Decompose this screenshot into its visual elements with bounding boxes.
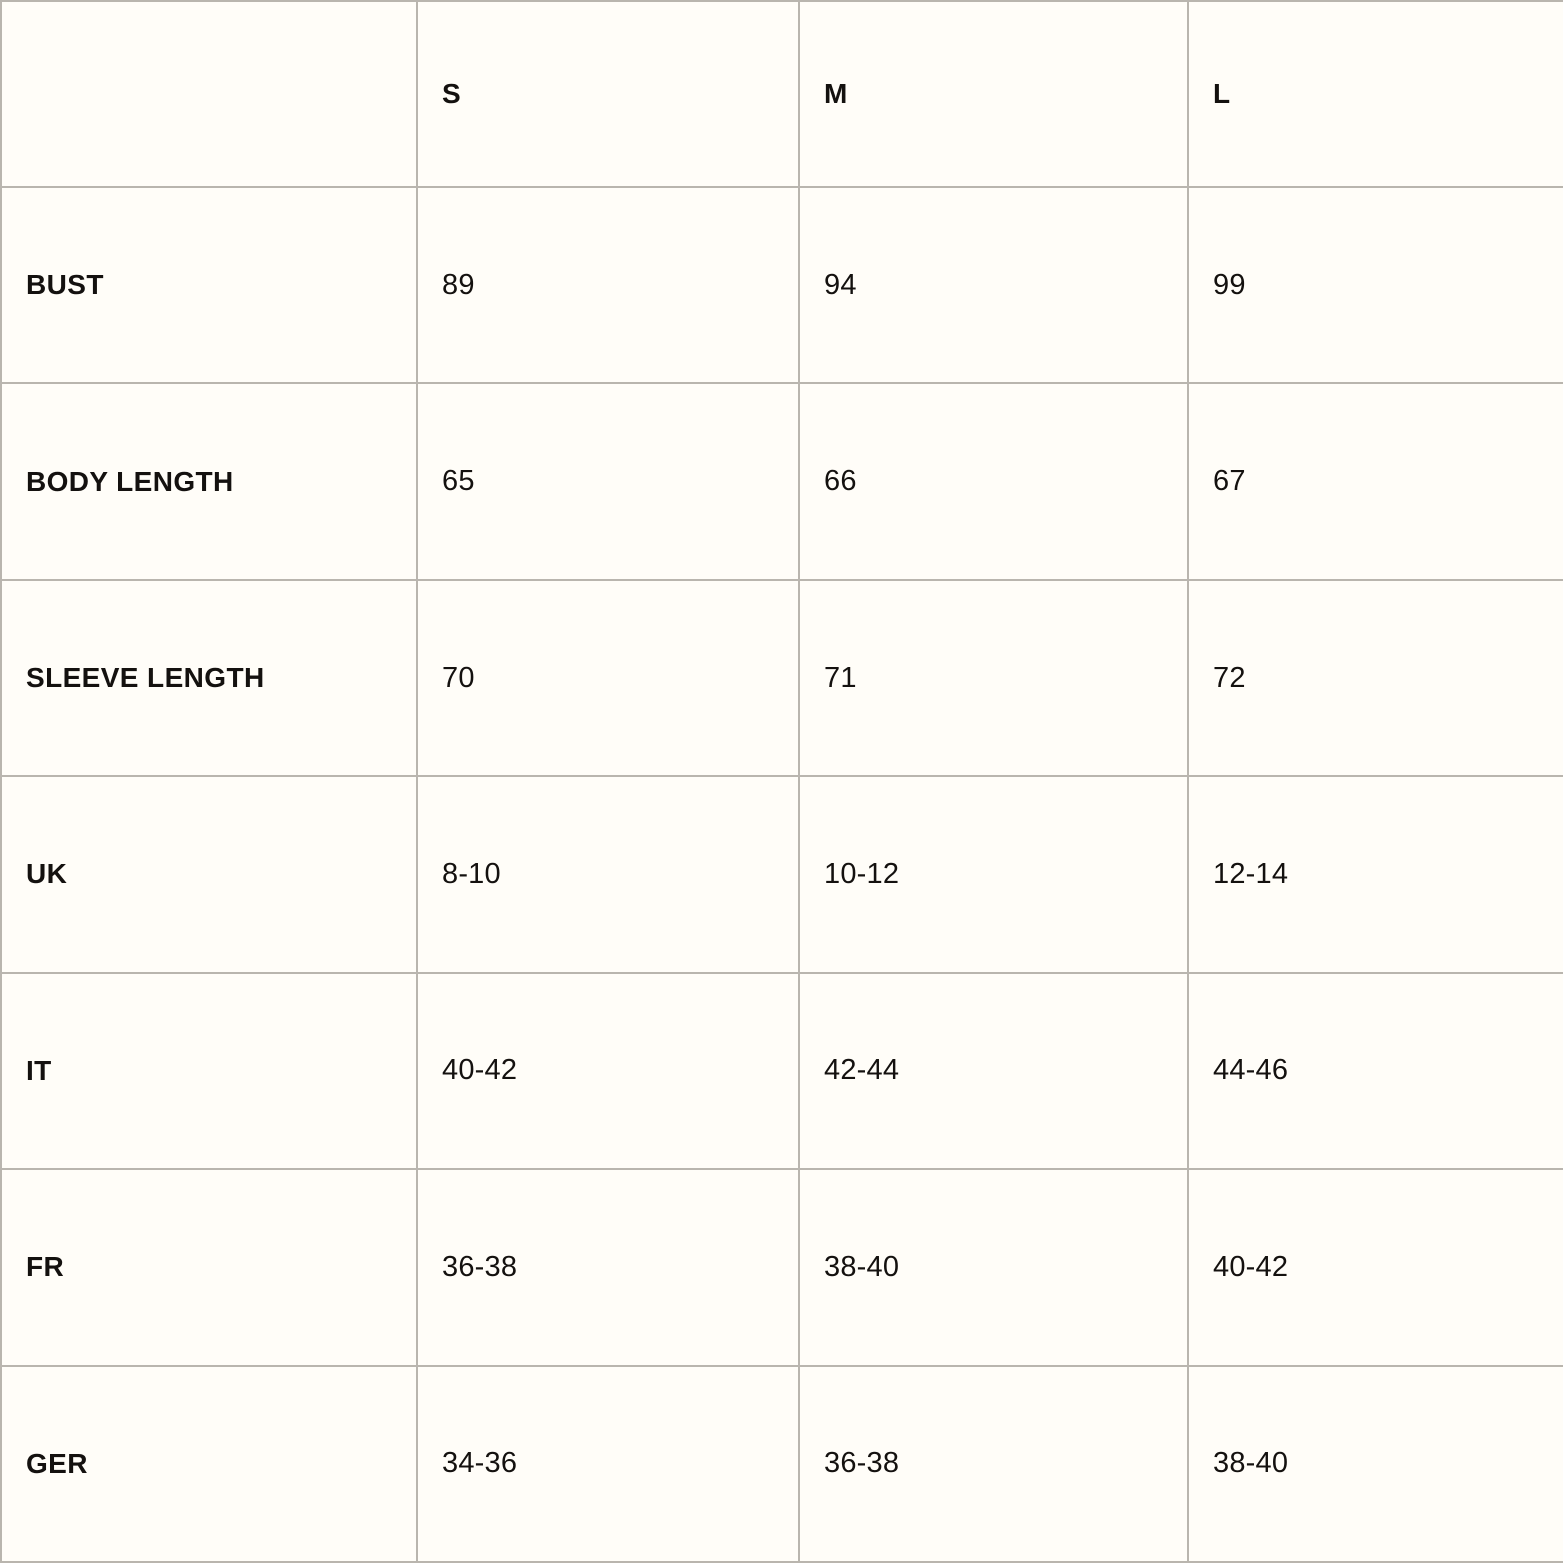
table-header-row bbox=[1, 1, 1563, 187]
cell-uk-m: 10-12 bbox=[799, 776, 1188, 972]
table-row bbox=[1, 580, 1563, 776]
row-header-uk: UK bbox=[1, 776, 417, 972]
cell-ger-l: 38-40 bbox=[1188, 1366, 1563, 1562]
table-row bbox=[1, 187, 1563, 383]
table-corner-cell bbox=[1, 1, 417, 187]
row-header-it: IT bbox=[1, 973, 417, 1169]
table-row bbox=[1, 973, 1563, 1169]
cell-uk-l: 12-14 bbox=[1188, 776, 1563, 972]
cell-ger-m: 36-38 bbox=[799, 1366, 1188, 1562]
cell-fr-m: 38-40 bbox=[799, 1169, 1188, 1365]
cell-it-m: 42-44 bbox=[799, 973, 1188, 1169]
cell-body-length-s: 65 bbox=[417, 383, 799, 579]
table-row bbox=[1, 1366, 1563, 1562]
row-header-fr: FR bbox=[1, 1169, 417, 1365]
column-header-s: S bbox=[417, 1, 799, 187]
table-row bbox=[1, 1169, 1563, 1365]
row-header-bust: BUST bbox=[1, 187, 417, 383]
cell-fr-l: 40-42 bbox=[1188, 1169, 1563, 1365]
column-header-l: L bbox=[1188, 1, 1563, 187]
cell-bust-s: 89 bbox=[417, 187, 799, 383]
cell-fr-s: 36-38 bbox=[417, 1169, 799, 1365]
cell-body-length-m: 66 bbox=[799, 383, 1188, 579]
cell-bust-m: 94 bbox=[799, 187, 1188, 383]
cell-sleeve-length-s: 70 bbox=[417, 580, 799, 776]
cell-it-s: 40-42 bbox=[417, 973, 799, 1169]
row-header-ger: GER bbox=[1, 1366, 417, 1562]
cell-ger-s: 34-36 bbox=[417, 1366, 799, 1562]
cell-body-length-l: 67 bbox=[1188, 383, 1563, 579]
cell-bust-l: 99 bbox=[1188, 187, 1563, 383]
row-header-sleeve-length: SLEEVE LENGTH bbox=[1, 580, 417, 776]
cell-sleeve-length-l: 72 bbox=[1188, 580, 1563, 776]
table-row bbox=[1, 776, 1563, 972]
cell-uk-s: 8-10 bbox=[417, 776, 799, 972]
cell-sleeve-length-m: 71 bbox=[799, 580, 1188, 776]
cell-it-l: 44-46 bbox=[1188, 973, 1563, 1169]
table-row bbox=[1, 383, 1563, 579]
row-header-body-length: BODY LENGTH bbox=[1, 383, 417, 579]
column-header-m: M bbox=[799, 1, 1188, 187]
